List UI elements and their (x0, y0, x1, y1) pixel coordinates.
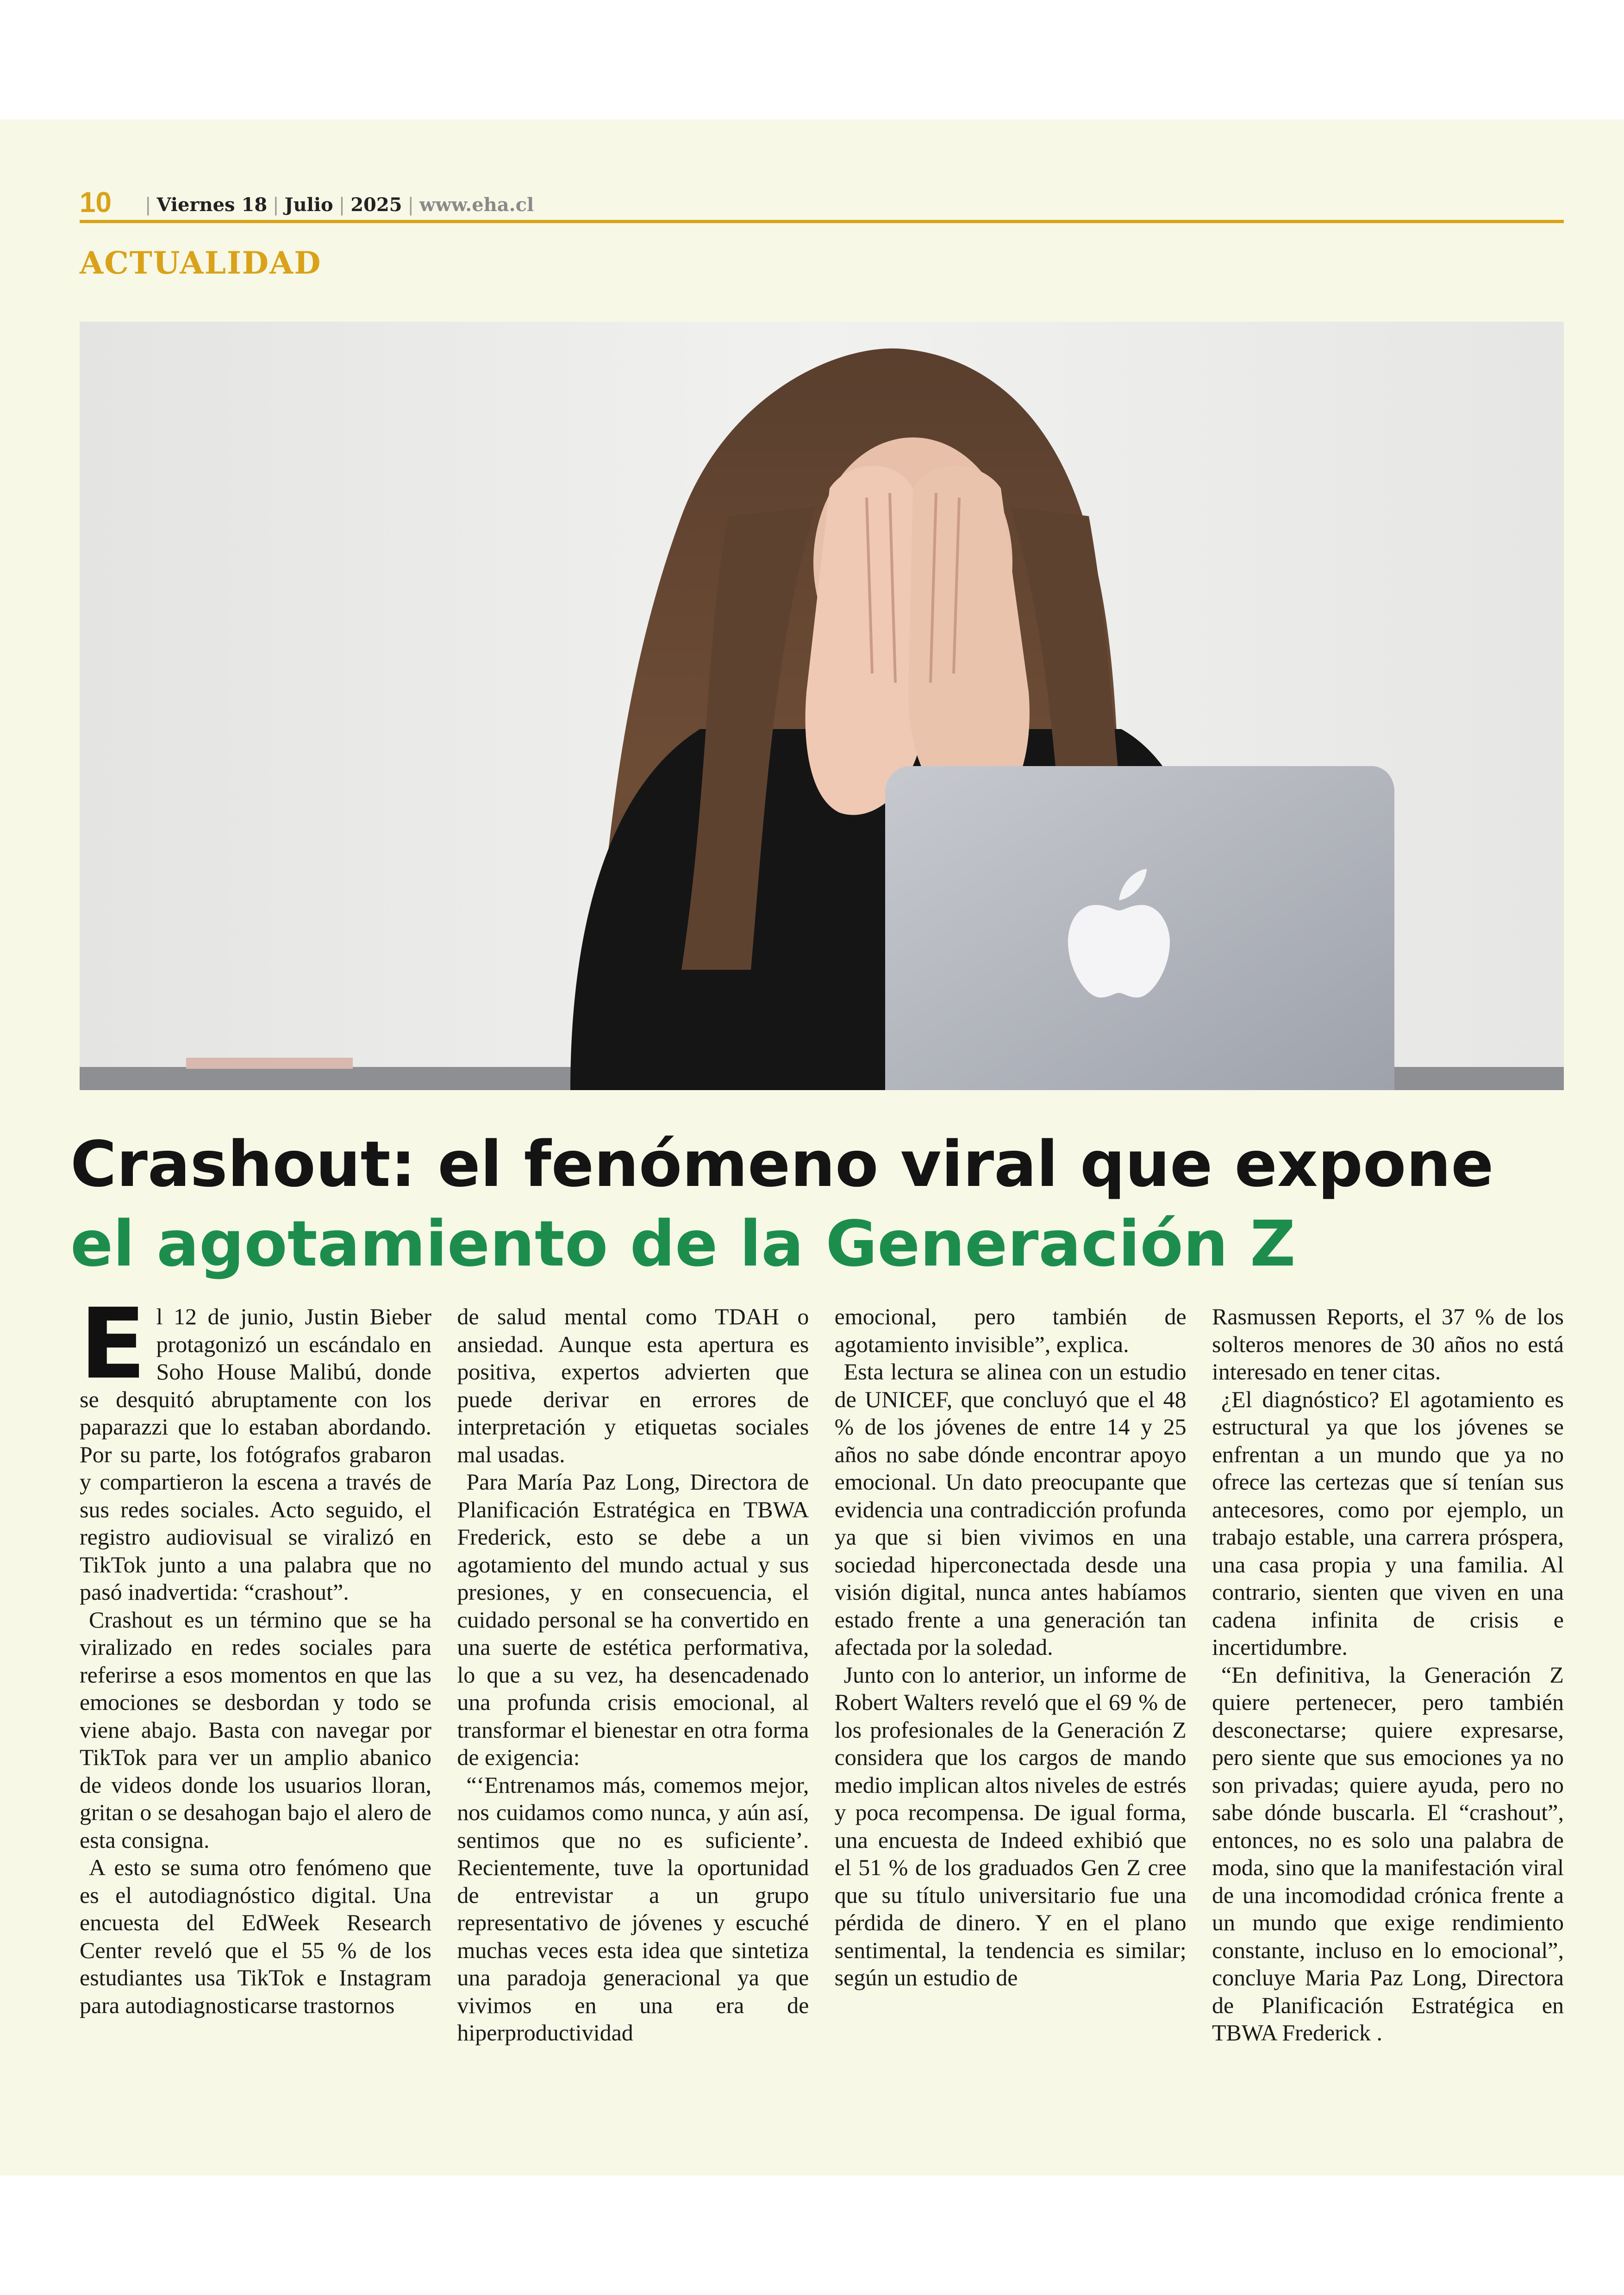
paragraph: Para María Paz Long, Directora de Planificación Estratégica en TBWA Frederick, esto se debe a un agotamiento del mundo actual y sus presiones, y en consecuencia, el cuidado personal se ha convertido en una suerte de estética performativa, lo que a su vez, ha desencadenado una profunda crisis emocional, al transformar el bienestar en otra forma de exigencia: (457, 1469, 809, 1770)
article-column-1 (80, 1287, 431, 2113)
woman-covering-face-with-laptop-photo (80, 322, 1564, 1090)
paragraph: Junto con lo anterior, un informe de Robert Walters reveló que el 69 % de los profesionales de la Generación Z considera que los cargos de mando medio implican altos niveles de estrés y poca recompensa. De igual forma, una encuesta de Indeed exhibió que el 51 % de los graduados Gen Z cree que su título universitario fue una pérdida de dinero. Y en el plano sentimental, la tendencia es similar; según un estudio de (834, 1661, 1187, 1990)
issue-month: Julio (284, 194, 333, 216)
section-label: ACTUALIDAD (80, 245, 322, 281)
headline-line-2: el agotamiento de la Generación Z (70, 1208, 1296, 1281)
page-number: 10 (80, 187, 112, 218)
page-header (80, 185, 1564, 223)
separator: | (144, 194, 151, 216)
paragraph: emocional, pero también de agotamiento invisible”, explica. (834, 1303, 1187, 1357)
article-column-3 (835, 1303, 1187, 2113)
separator: | (407, 194, 414, 216)
article-headline (70, 1125, 1570, 1284)
paragraph: A esto se suma otro fenómeno que es el autodiagnóstico digital. Una encuesta del EdWeek Research Center reveló que el 55 % de los estudiantes usa TikTok e Instagram para autodiagnosticarse trastornos (80, 1854, 431, 2018)
article-body (80, 1287, 1564, 2113)
paragraph: Crashout es un término que se ha viralizado en redes sociales para referirse a esos momentos en que las emociones se desbordan y todo se viene abajo. Basta con navegar por TikTok para ver un amplio abanico de videos donde los usuarios lloran, gritan o se desahogan bajo el alero de esta consigna. (80, 1606, 431, 1853)
paragraph: Esta lectura se alinea con un estudio de UNICEF, que concluyó que el 48 % de los jóvenes de entre 14 y 25 años no sabe dónde encontrar apoyo emocional. Un dato preocupante que evidencia una contradicción profunda ya que si bien vivimos en una sociedad hiperconectada desde una visión digital, nunca antes habíamos estado frente a una generación tan afectada por la soledad. (834, 1359, 1187, 1660)
paragraph: “‘Entrenamos más, comemos mejor, nos cuidamos como nunca, y aún así, sentimos que no es suficiente’. Recientemente, tuve la oportunidad de entrevistar a un grupo representativo de jóvenes y escuché muchas veces esta idea que sintetiza una paradoja generacional ya que vivimos en una era de hiperproductividad (457, 1771, 809, 2046)
website-link[interactable]: www.eha.cl (419, 194, 534, 216)
article-photo (80, 322, 1564, 1090)
issue-day: Viernes 18 (156, 194, 268, 216)
paragraph: Rasmussen Reports, el 37 % de los solteros menores de 30 años no está interesado en tener citas. (1212, 1303, 1564, 1384)
headline-line-1: Crashout: el fenómeno viral que expone (70, 1128, 1494, 1201)
drop-cap: E (80, 1287, 146, 1401)
paragraph: “En definitiva, la Generación Z quiere pertenecer, pero también desconectarse; quiere expresarse, pero siente que sus emociones ya no son privadas; quiere ayuda, pero no sabe dónde buscarla. El “crashout”, entonces, no es solo una palabra de moda, sino que la manifestación viral de una incomodidad crónica frente a un mundo que exige rendimiento constante, incluso en lo emocional”, concluye Maria Paz Long, Directora de Planificación Estratégica en TBWA Frederick . (1212, 1661, 1564, 2046)
paragraph: de salud mental como TDAH o ansiedad. Aunque esta apertura es positiva, expertos advierten que puede derivar en errores de interpretación y etiquetas sociales mal usadas. (457, 1303, 809, 1467)
separator: | (338, 194, 345, 216)
paragraph: El 12 de junio, Justin Bieber protagonizó un escándalo en Soho House Malibú, donde se desquitó abruptamente con los paparazzi que lo estaban abordando. Por su parte, los fotógrafos grabaron y compartieron la escena a través de sus redes sociales. Acto seguido, el registro audiovisual se viralizó en TikTok junto a una palabra que no pasó inadvertida: “crashout”. (80, 1287, 431, 1605)
article-column-2 (457, 1303, 809, 2113)
issue-meta (139, 196, 534, 217)
article-column-4 (1212, 1303, 1564, 2113)
separator: | (273, 194, 279, 216)
issue-year: 2025 (350, 194, 402, 216)
paragraph: ¿El diagnóstico? El agotamiento es estructural ya que los jóvenes se enfrentan a un mundo que ya no ofrece las certezas que sí tenían sus antecesores, como por ejemplo, un trabajo estable, una carrera próspera, una casa propia y una familia. Al contrario, sienten que viven en una cadena infinita de crisis e incertidumbre. (1212, 1386, 1564, 1660)
